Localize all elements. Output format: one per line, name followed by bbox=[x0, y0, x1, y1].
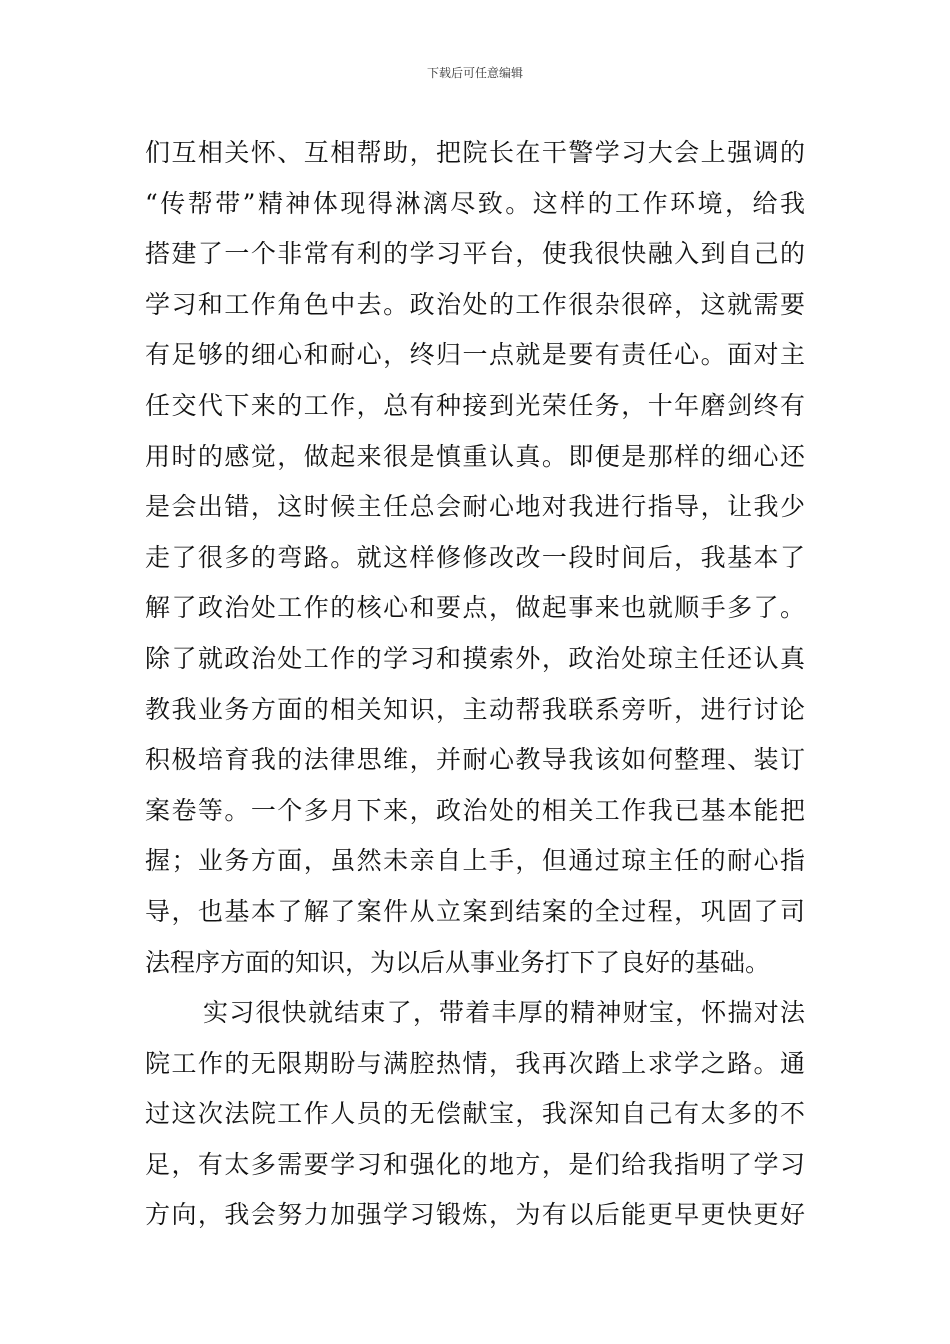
text-line: “传帮带”精神体现得淋漓尽致。这样的工作环境，给我 bbox=[145, 188, 805, 218]
text-line: 学习和工作角色中去。政治处的工作很杂很碎，这就需要 bbox=[145, 289, 805, 319]
text-line: 过这次法院工作人员的无偿献宝，我深知自己有太多的不 bbox=[145, 1099, 805, 1129]
text-line: 教我业务方面的相关知识，主动帮我联系旁听，进行讨论 bbox=[145, 694, 805, 724]
text-line: 方向，我会努力加强学习锻炼，为有以后能更早更快更好 bbox=[145, 1200, 805, 1230]
text-line: 院工作的无限期盼与满腔热情，我再次踏上求学之路。通 bbox=[145, 1048, 805, 1078]
text-line: 是会出错，这时候主任总会耐心地对我进行指导，让我少 bbox=[145, 492, 805, 522]
body-text bbox=[145, 128, 805, 1241]
text-line: 用时的感觉，做起来很是慎重认真。即便是那样的细心还 bbox=[145, 441, 805, 471]
text-line: 们互相关怀、互相帮助，把院长在干警学习大会上强调的 bbox=[145, 138, 805, 167]
text-line: 案卷等。一个多月下来，政治处的相关工作我已基本能把 bbox=[145, 795, 805, 825]
text-line: 解了政治处工作的核心和要点，做起事来也就顺手多了。 bbox=[145, 593, 805, 623]
text-line: 搭建了一个非常有利的学习平台，使我很快融入到自己的 bbox=[145, 239, 805, 269]
text-line: 走了很多的弯路。就这样修修改改一段时间后，我基本了 bbox=[145, 542, 805, 572]
text-line: 任交代下来的工作，总有种接到光荣任务，十年磨剑终有 bbox=[145, 390, 805, 420]
text-line: 实习很快就结束了，带着丰厚的精神财宝，怀揣对法 bbox=[203, 998, 805, 1028]
text-line: 除了就政治处工作的学习和摸索外，政治处琼主任还认真 bbox=[145, 643, 805, 673]
text-line: 积极培育我的法律思维，并耐心教导我该如何整理、装订 bbox=[145, 745, 805, 775]
text-line: 握；业务方面，虽然未亲自上手，但通过琼主任的耐心指 bbox=[145, 846, 805, 876]
text-line: 有足够的细心和耐心，终归一点就是要有责任心。面对主 bbox=[145, 340, 805, 370]
paragraph-1 bbox=[145, 128, 805, 988]
text-line: 法程序方面的知识，为以后从事业务打下了良好的基础。 bbox=[145, 947, 771, 977]
paragraph-2 bbox=[145, 988, 805, 1241]
text-line: 导，也基本了解了案件从立案到结案的全过程，巩固了司 bbox=[145, 896, 805, 926]
header-note: 下载后可任意编辑 bbox=[426, 66, 523, 80]
text-line: 足，有太多需要学习和强化的地方，是们给我指明了学习 bbox=[145, 1149, 805, 1179]
